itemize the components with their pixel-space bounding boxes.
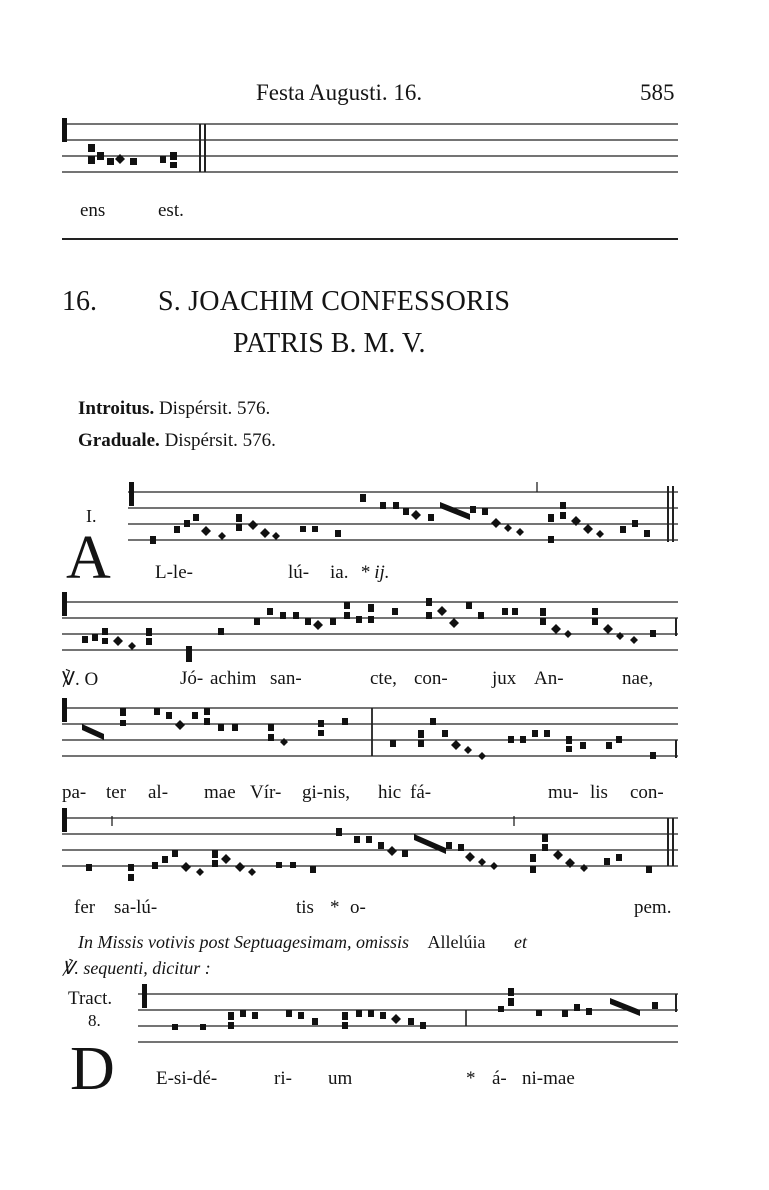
tract-staff [0,982,769,1072]
verse-syllable: * [330,897,340,918]
tract-label: Tract. [68,988,113,1009]
top-staff [0,118,769,208]
alleluia-staff-3 [0,696,769,786]
feast-number: 16. [62,286,97,317]
alleluia-syllable: * ij. [360,562,390,583]
verse-syllable: achim [210,668,257,689]
feast-title-line1: S. JOACHIM CONFESSORIS [158,286,511,317]
verse-syllable: hic [378,782,402,803]
feast-title-line2: PATRIS B. M. V. [233,328,426,359]
verse-syllable: ter [106,782,127,803]
rubric-alleluia: Allelúia [427,932,486,952]
tract-syllable: á- [492,1068,507,1089]
verse-syllable: An- [534,668,564,689]
verse-syllable: fá- [410,782,432,803]
verse-syllable: jux [492,668,517,689]
running-header-title: Festa Augusti. 16. [256,80,423,105]
graduale-label: Graduale. [78,430,160,451]
introitus-reference [78,398,270,420]
verse-syllable: o- [350,897,366,918]
tract-mode: 8. [88,1011,101,1030]
verse-syllable: al- [148,782,169,803]
alleluia-initial: A [66,524,111,592]
introitus-text: Dispérsit. 576. [158,398,271,419]
verse-syllable: ℣. O [62,669,99,690]
top-lyric-ens: ens [80,200,106,221]
verse-syllable: gi-nis, [302,782,351,803]
alleluia-staff-1 [0,480,769,570]
tract-initial: D [70,1035,115,1103]
top-staff-svg [0,118,769,198]
top-lyric-est: est. [158,200,184,221]
verse-syllable: sa-lú- [114,897,158,918]
verse-syllable: lis [590,782,608,803]
tract-syllable: E-si-dé- [156,1068,218,1089]
page-number: 585 [640,80,675,105]
verse-syllable: mu- [548,782,579,803]
section-divider [62,238,678,240]
verse-syllable: con- [630,782,664,803]
verse-syllable: san- [270,668,302,689]
verse-syllable: Jó- [180,668,204,689]
alleluia-mode: I. [86,506,97,526]
tract-syllable: ri- [274,1068,292,1089]
introitus-label: Introitus. [78,398,155,419]
verse-syllable: pa- [62,782,87,803]
verse-syllable: cte, [370,668,397,689]
tract-syllable: ni-mae [522,1068,575,1089]
tract-syllable: um [328,1068,353,1089]
alleluia-syllable: ia. [330,562,349,583]
rubric-et: et [513,932,527,952]
rubric-italic-text: In Missis votivis post Septuagesimam, omissis [78,932,409,952]
verse-syllable: pem. [634,897,672,918]
rubric-line2: ℣. sequenti, dicitur : [62,958,211,978]
verse-syllable: con- [414,668,448,689]
graduale-reference [78,430,276,452]
rubric-line1 [78,932,527,953]
verse-syllable: nae, [622,668,654,689]
alleluia-syllable: lú- [288,562,310,583]
verse-syllable: mae [204,782,236,803]
alleluia-staff-4 [0,806,769,896]
verse-syllable: tis [296,897,314,918]
verse-syllable: Vír- [250,782,282,803]
graduale-text: Dispérsit. 576. [164,430,276,451]
alleluia-staff-2 [0,590,769,680]
tract-syllable: * [466,1068,476,1089]
clef [62,118,67,142]
alleluia-syllable: L-le- [155,562,193,583]
verse-syllable: fer [74,897,96,918]
